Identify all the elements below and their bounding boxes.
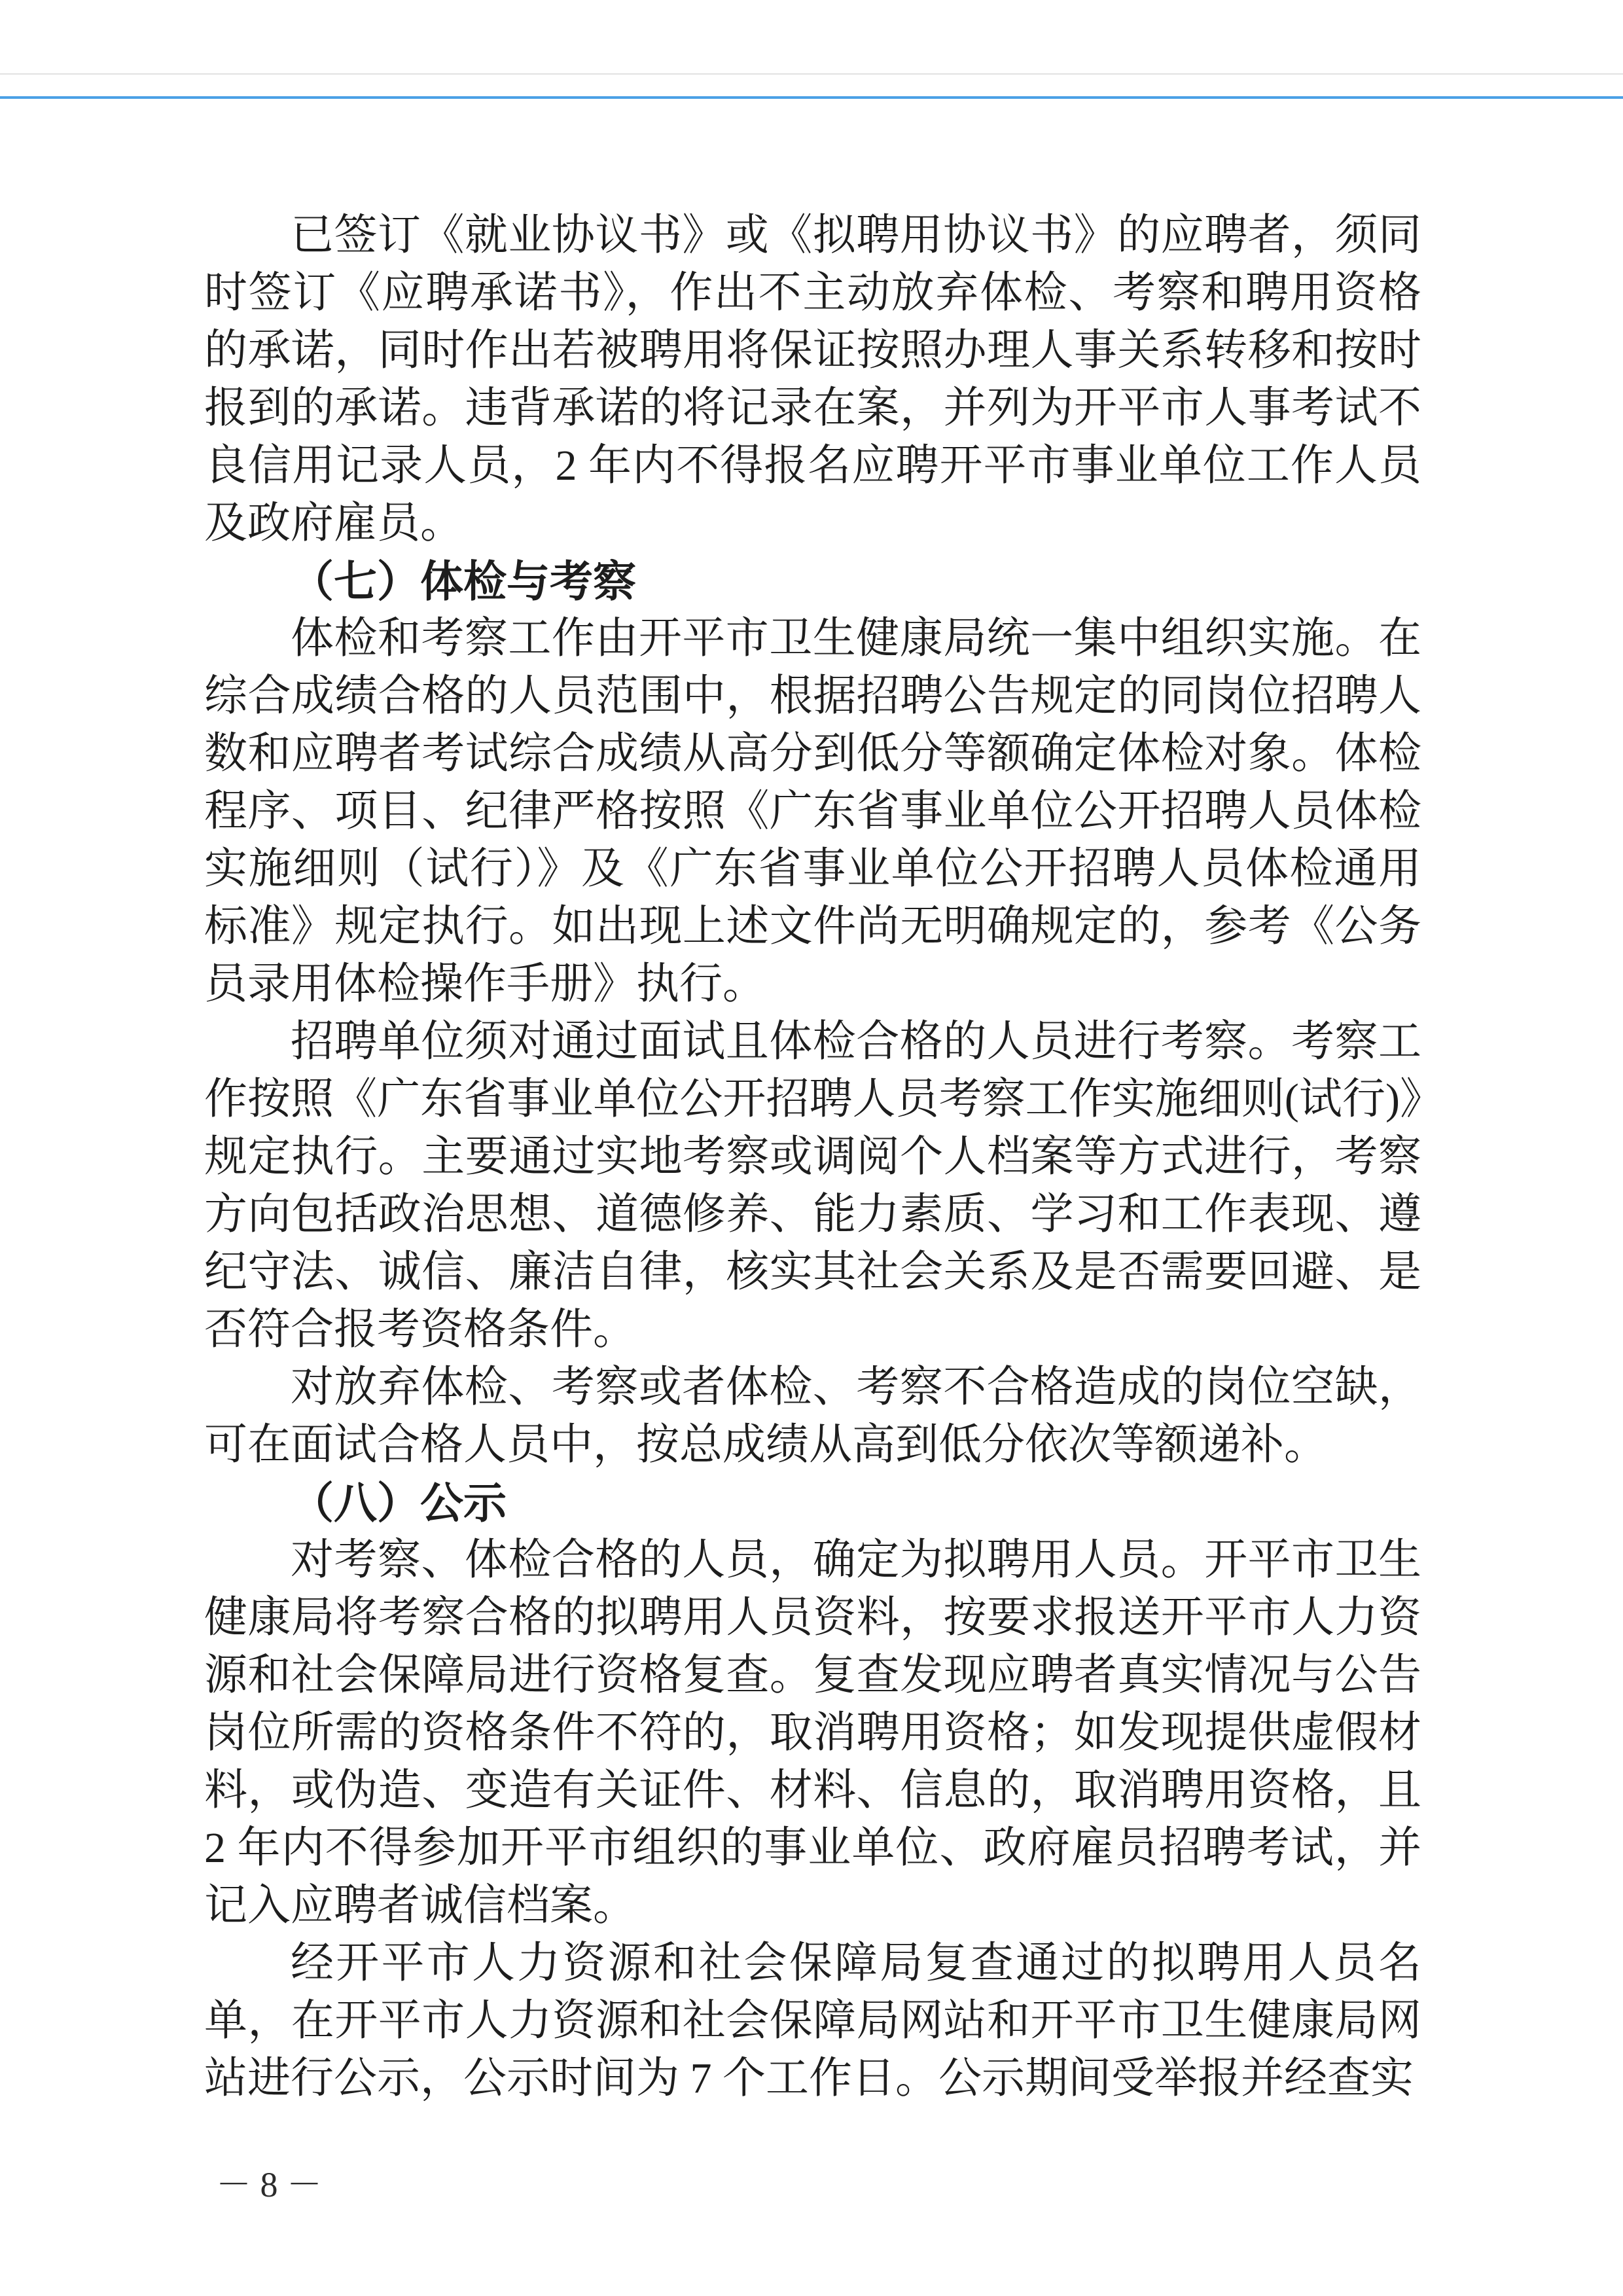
paragraph-medical-check-organization: 体检和考察工作由开平市卫生健康局统一集中组织实施。在综合成绩合格的人员范围中，根据招聘公告规定的同岗位招聘人数和应聘者考试综合成绩从高分到低分等额确定体检对象。体检程序、项目、纪律严格按照《广东省事业单位公开招聘人员体检实施细则（试行）》及《广东省事业单位公开招聘人员体检通用标准》规定执行。如出现上述文件尚无明确规定的，参考《公务员录用体检操作手册》执行。 bbox=[204, 615, 1421, 1008]
paragraph-inspection-procedure: 招聘单位须对通过面试且体检合格的人员进行考察。考察工作按照《广东省事业单位公开招聘人员考察工作实施细则(试行)》规定执行。主要通过实地考察或调阅个人档案等方式进行，考察方向包括政治思想、道德修养、能力素质、学习和工作表现、遵纪守法、诚信、廉洁自律，核实其社会关系及是否需要回避、是否符合报考资格条件。 bbox=[204, 1018, 1421, 1354]
paragraph-qualification-recheck: 对考察、体检合格的人员，确定为拟聘用人员。开平市卫生健康局将考察合格的拟聘用人员资料，按要求报送开平市人力资源和社会保障局进行资格复查。复查发现应聘者真实情况与公告岗位所需的资格条件不符的，取消聘用资格；如发现提供虚假材料，或伪造、变造有关证件、材料、信息的，取消聘用资格，且2 年内不得参加开平市组织的事业单位、政府雇员招聘考试，并记入应聘者诚信档案。 bbox=[204, 1536, 1421, 1929]
paragraph-publicity-period: 经开平市人力资源和社会保障局复查通过的拟聘用人员名单，在开平市人力资源和社会保障局网站和开平市卫生健康局网站进行公示，公示时间为 7 个工作日。公示期间受举报并经查实 bbox=[204, 1939, 1421, 2102]
page-number: － 8 － bbox=[216, 2165, 322, 2204]
header-rule-blue bbox=[0, 96, 1623, 99]
paragraph-commitment: 已签订《就业协议书》或《拟聘用协议书》的应聘者，须同时签订《应聘承诺书》，作出不主动放弃体检、考察和聘用资格的承诺，同时作出若被聘用将保证按照办理人事关系转移和按时报到的承诺。违背承诺的将记录在案，并列为开平市人事考试不良信用记录人员，2 年内不得报名应聘开平市事业单位工作人员及政府雇员。 bbox=[204, 211, 1421, 547]
header-rule-thin bbox=[0, 73, 1623, 75]
document-body bbox=[204, 207, 1421, 2108]
paragraph-vacancy-replacement: 对放弃体检、考察或者体检、考察不合格造成的岗位空缺，可在面试合格人员中，按总成绩从高到低分依次等额递补。 bbox=[204, 1363, 1421, 1469]
section-heading-7: （七）体检与考察 bbox=[291, 557, 636, 605]
section-heading-8: （八）公示 bbox=[291, 1479, 507, 1527]
